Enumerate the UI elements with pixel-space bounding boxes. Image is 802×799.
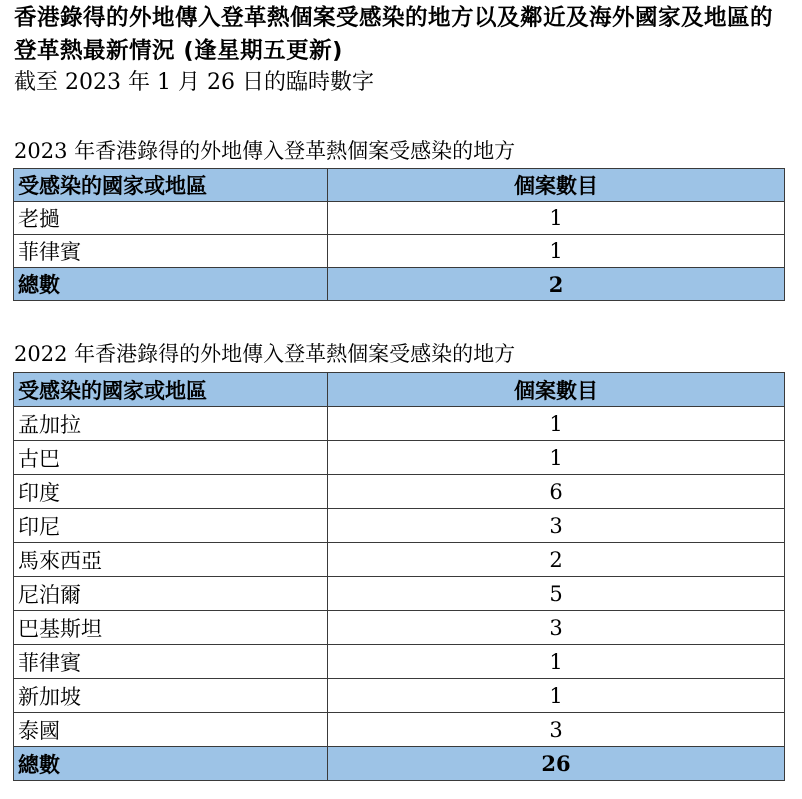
table-row [14, 679, 785, 713]
table-row [14, 577, 785, 611]
count-cell: 3 [328, 611, 785, 645]
page-title: 香港錄得的外地傳入登革熱個案受感染的地方以及鄰近及海外國家及地區的登革熱最新情況 (逢星期五更新) [14, 5, 774, 64]
column-header-count: 個案數目 [328, 169, 785, 202]
total-row [14, 268, 785, 301]
place-cell: 印度 [14, 475, 328, 509]
table-row [14, 441, 785, 475]
count-cell: 2 [328, 543, 785, 577]
table-row [14, 645, 785, 679]
place-cell: 菲律賓 [14, 235, 328, 268]
table-row [14, 713, 785, 747]
count-cell: 3 [328, 509, 785, 543]
table-header-row [14, 169, 785, 202]
place-cell: 老撾 [14, 202, 328, 235]
place-cell: 尼泊爾 [14, 577, 328, 611]
place-cell: 巴基斯坦 [14, 611, 328, 645]
table-row [14, 407, 785, 441]
total-count: 2 [328, 268, 785, 301]
total-row [14, 747, 785, 781]
place-cell: 泰國 [14, 713, 328, 747]
place-cell: 馬來西亞 [14, 543, 328, 577]
table-row [14, 543, 785, 577]
table-row [14, 202, 785, 235]
place-cell: 菲律賓 [14, 645, 328, 679]
count-cell: 3 [328, 713, 785, 747]
total-count: 26 [328, 747, 785, 781]
place-cell: 孟加拉 [14, 407, 328, 441]
count-cell: 1 [328, 235, 785, 268]
table-caption-2023: 2023 年香港錄得的外地傳入登革熱個案受感染的地方 [14, 139, 516, 163]
total-label: 總數 [14, 747, 328, 781]
table-row [14, 235, 785, 268]
column-header-place: 受感染的國家或地區 [14, 373, 328, 407]
count-cell: 1 [328, 202, 785, 235]
count-cell: 1 [328, 679, 785, 713]
as-of-date: 截至 2023 年 1 月 26 日的臨時數字 [14, 70, 374, 95]
table-caption-2022: 2022 年香港錄得的外地傳入登革熱個案受感染的地方 [14, 342, 516, 366]
place-cell: 古巴 [14, 441, 328, 475]
count-cell: 1 [328, 441, 785, 475]
place-cell: 印尼 [14, 509, 328, 543]
place-cell: 新加坡 [14, 679, 328, 713]
count-cell: 1 [328, 645, 785, 679]
table-row [14, 509, 785, 543]
column-header-count: 個案數目 [328, 373, 785, 407]
count-cell: 6 [328, 475, 785, 509]
count-cell: 5 [328, 577, 785, 611]
cases-table-2023 [13, 168, 785, 301]
total-label: 總數 [14, 268, 328, 301]
table-row [14, 611, 785, 645]
count-cell: 1 [328, 407, 785, 441]
cases-table-2022 [13, 372, 785, 781]
column-header-place: 受感染的國家或地區 [14, 169, 328, 202]
table-header-row [14, 373, 785, 407]
table-row [14, 475, 785, 509]
